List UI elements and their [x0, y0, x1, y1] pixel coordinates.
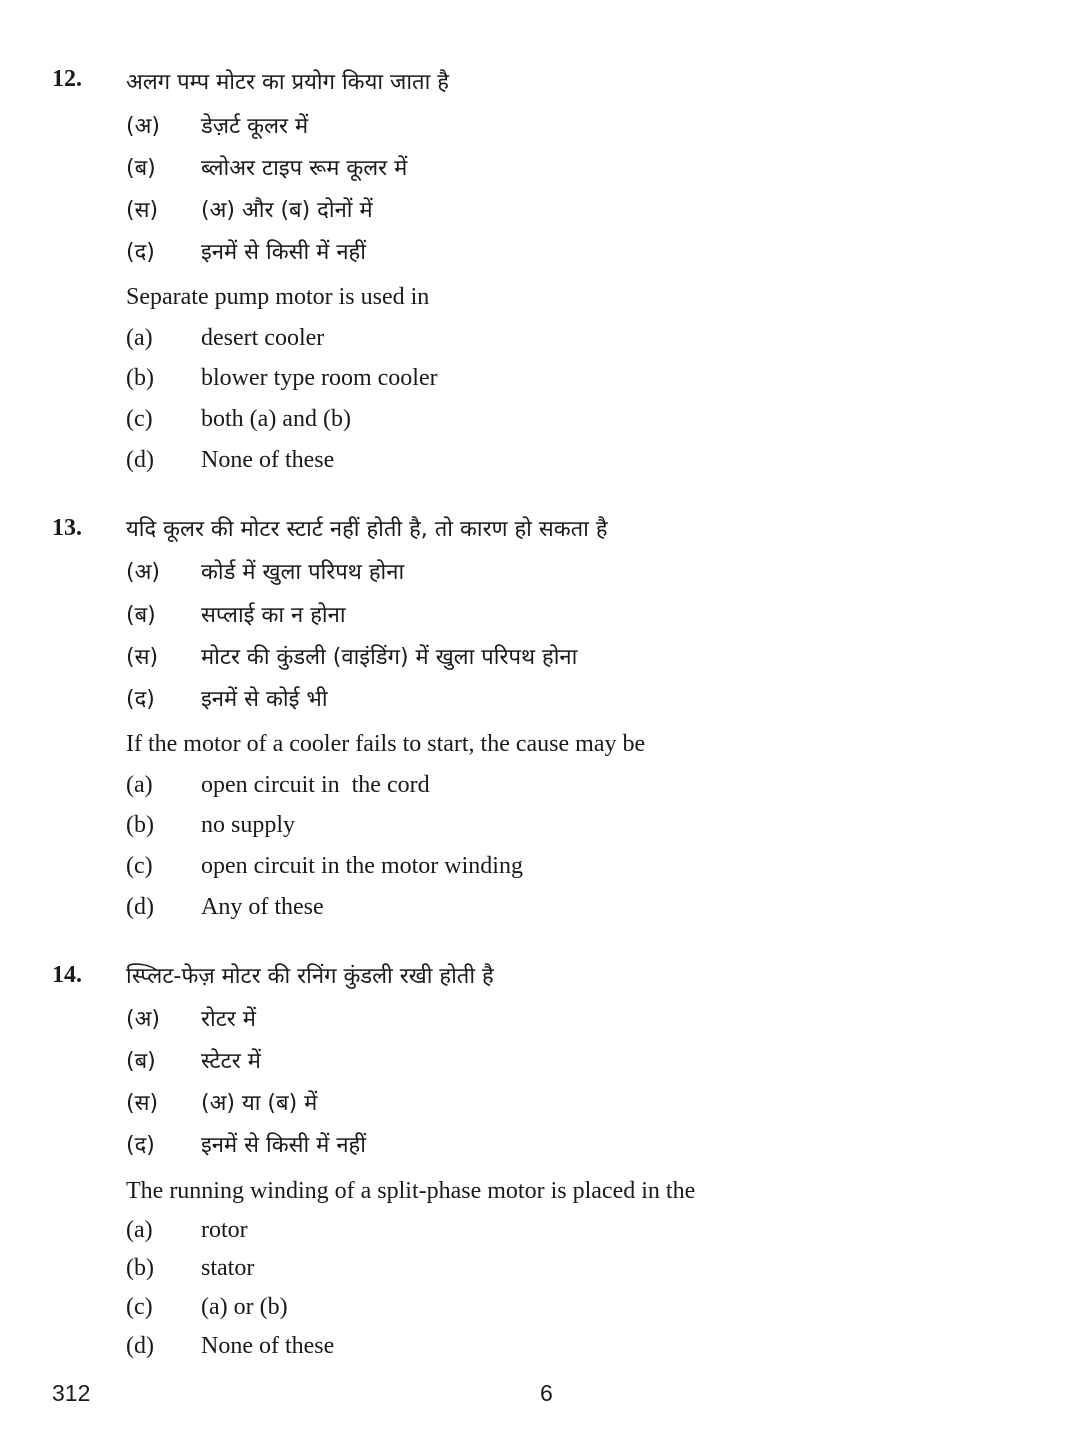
option-text: (अ) या (ब) में	[201, 1091, 318, 1116]
option-label: (अ)	[126, 560, 160, 585]
option-label: (c)	[126, 406, 153, 432]
option-text: None of these	[201, 447, 335, 473]
option-label: (d)	[126, 447, 154, 473]
option-label: (अ)	[126, 1007, 160, 1032]
option-text: (अ) और (ब) दोनों में	[201, 198, 373, 223]
option-text: stator	[201, 1255, 255, 1281]
question-number: 14.	[52, 962, 82, 988]
option-label: (स)	[126, 198, 159, 223]
option-label: (द)	[126, 687, 155, 712]
option-label: (स)	[126, 645, 159, 670]
option-text: blower type room cooler	[201, 365, 438, 391]
option-text: Any of these	[201, 894, 324, 920]
option-text: rotor	[201, 1217, 248, 1243]
option-text: no supply	[201, 812, 296, 838]
option-text: इनमें से कोई भी	[201, 687, 328, 712]
option-label: (d)	[126, 894, 154, 920]
option-label: (b)	[126, 365, 154, 391]
page-number: 6	[540, 1380, 553, 1406]
hindi-question-text: स्प्लिट-फेज़ मोटर की रनिंग कुंडली रखी होती है	[126, 964, 494, 989]
option-text: रोटर में	[201, 1007, 256, 1032]
option-text: सप्लाई का न होना	[201, 603, 346, 628]
option-label: (d)	[126, 1333, 154, 1359]
paper-code: 312	[52, 1380, 91, 1406]
option-text: इनमें से किसी में नहीं	[201, 1133, 366, 1158]
option-label: (ब)	[126, 156, 156, 181]
option-text: स्टेटर में	[201, 1049, 261, 1074]
question-number: 13.	[52, 515, 82, 541]
option-label: (a)	[126, 772, 153, 798]
option-text: both (a) and (b)	[201, 406, 351, 432]
option-label: (स)	[126, 1091, 159, 1116]
question-number: 12.	[52, 66, 82, 92]
option-text: कोर्ड में खुला परिपथ होना	[201, 560, 405, 585]
option-text: ब्लोअर टाइप रूम कूलर में	[201, 156, 408, 181]
option-text: मोटर की कुंडली (वाइंडिंग) में खुला परिपथ होना	[201, 645, 578, 670]
option-label: (a)	[126, 325, 153, 351]
english-question-text: If the motor of a cooler fails to start, the cause may be	[126, 731, 646, 757]
option-label: (द)	[126, 1133, 155, 1158]
option-text: open circuit in the motor winding	[201, 853, 523, 879]
option-text: (a) or (b)	[201, 1294, 288, 1320]
hindi-question-text: यदि कूलर की मोटर स्टार्ट नहीं होती है, तो कारण हो सकता है	[126, 517, 608, 542]
english-question-text: Separate pump motor is used in	[126, 284, 430, 310]
option-label: (ब)	[126, 603, 156, 628]
option-label: (अ)	[126, 114, 160, 139]
option-label: (c)	[126, 853, 153, 879]
option-text: desert cooler	[201, 325, 325, 351]
option-text: डेज़र्ट कूलर में	[201, 114, 309, 139]
option-text: None of these	[201, 1333, 335, 1359]
option-label: (b)	[126, 812, 154, 838]
option-text: इनमें से किसी में नहीं	[201, 240, 366, 265]
english-question-text: The running winding of a split-phase motor is placed in the	[126, 1178, 696, 1204]
option-label: (b)	[126, 1255, 154, 1281]
option-text: open circuit in the cord	[201, 772, 430, 798]
hindi-question-text: अलग पम्प मोटर का प्रयोग किया जाता है	[126, 70, 449, 95]
option-label: (ब)	[126, 1049, 156, 1074]
option-label: (a)	[126, 1217, 153, 1243]
option-label: (c)	[126, 1294, 153, 1320]
option-label: (द)	[126, 240, 155, 265]
